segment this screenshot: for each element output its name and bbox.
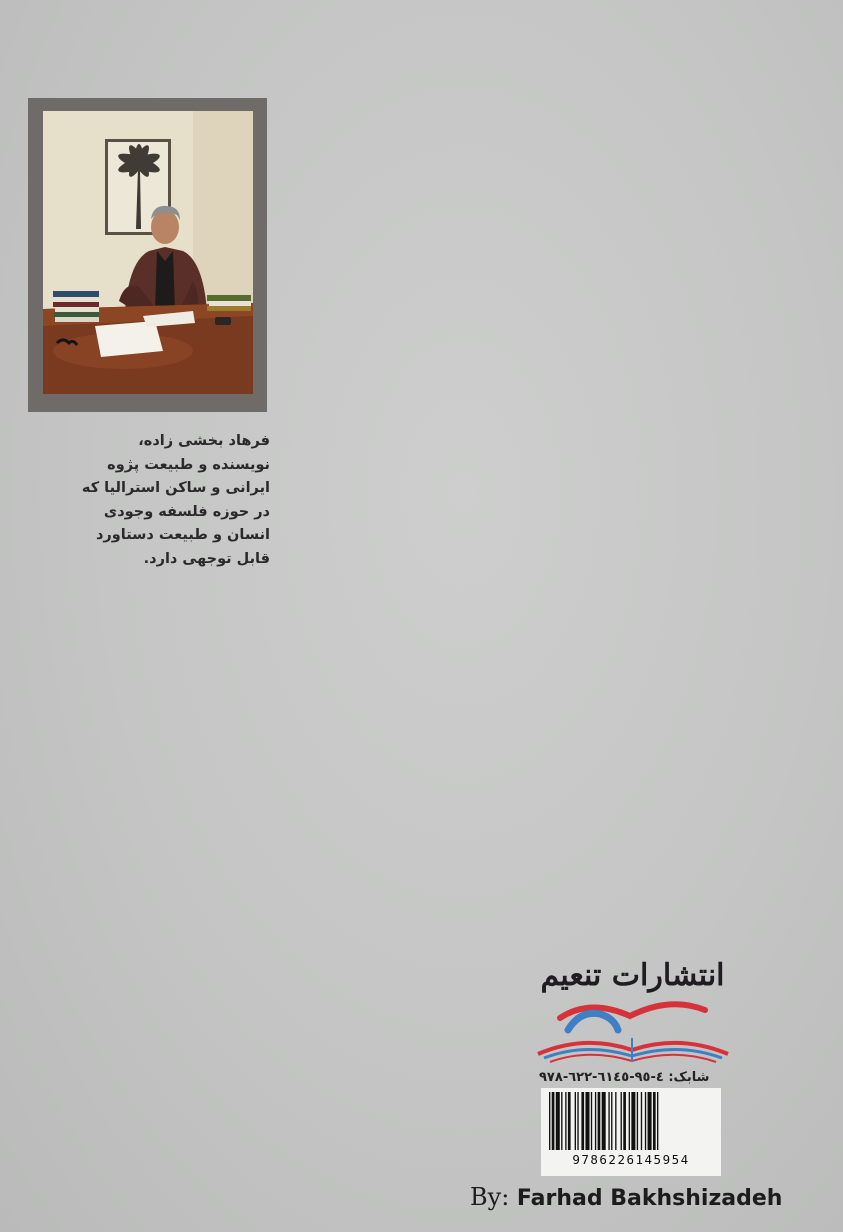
- bio-line: انسان و طبیعت دستاورد: [95, 527, 270, 543]
- byline-author: Farhad Bakhshizadeh: [516, 1186, 783, 1211]
- bio-line: قابل توجهی دارد.: [143, 550, 270, 567]
- publisher-logo: [530, 958, 735, 1068]
- byline-prefix: By:: [470, 1183, 510, 1211]
- barcode: [541, 1088, 721, 1176]
- author-bio: [30, 430, 270, 571]
- bio-line: فرهاد بخشی زاده،: [138, 433, 270, 449]
- barcode-number: 9786226145954: [572, 1152, 690, 1167]
- bio-line: نویسنده و طبیعت پژوه: [107, 456, 270, 473]
- bio-line: ایرانی و ساکن استرالیا که: [81, 480, 270, 496]
- author-photo-illustration: [43, 111, 253, 394]
- author-photo-frame: [28, 98, 267, 412]
- barcode-bars: [547, 1092, 715, 1150]
- isbn-label: شابک: ٤-٩٥-٦١٤٥-٦٢٢-٩٧٨: [539, 1070, 710, 1085]
- publisher-name: انتشارات تنعیم: [540, 958, 725, 993]
- bio-line: در حوزه فلسفه وجودی: [103, 503, 270, 520]
- author-photo: [43, 111, 253, 394]
- byline: [470, 1183, 782, 1211]
